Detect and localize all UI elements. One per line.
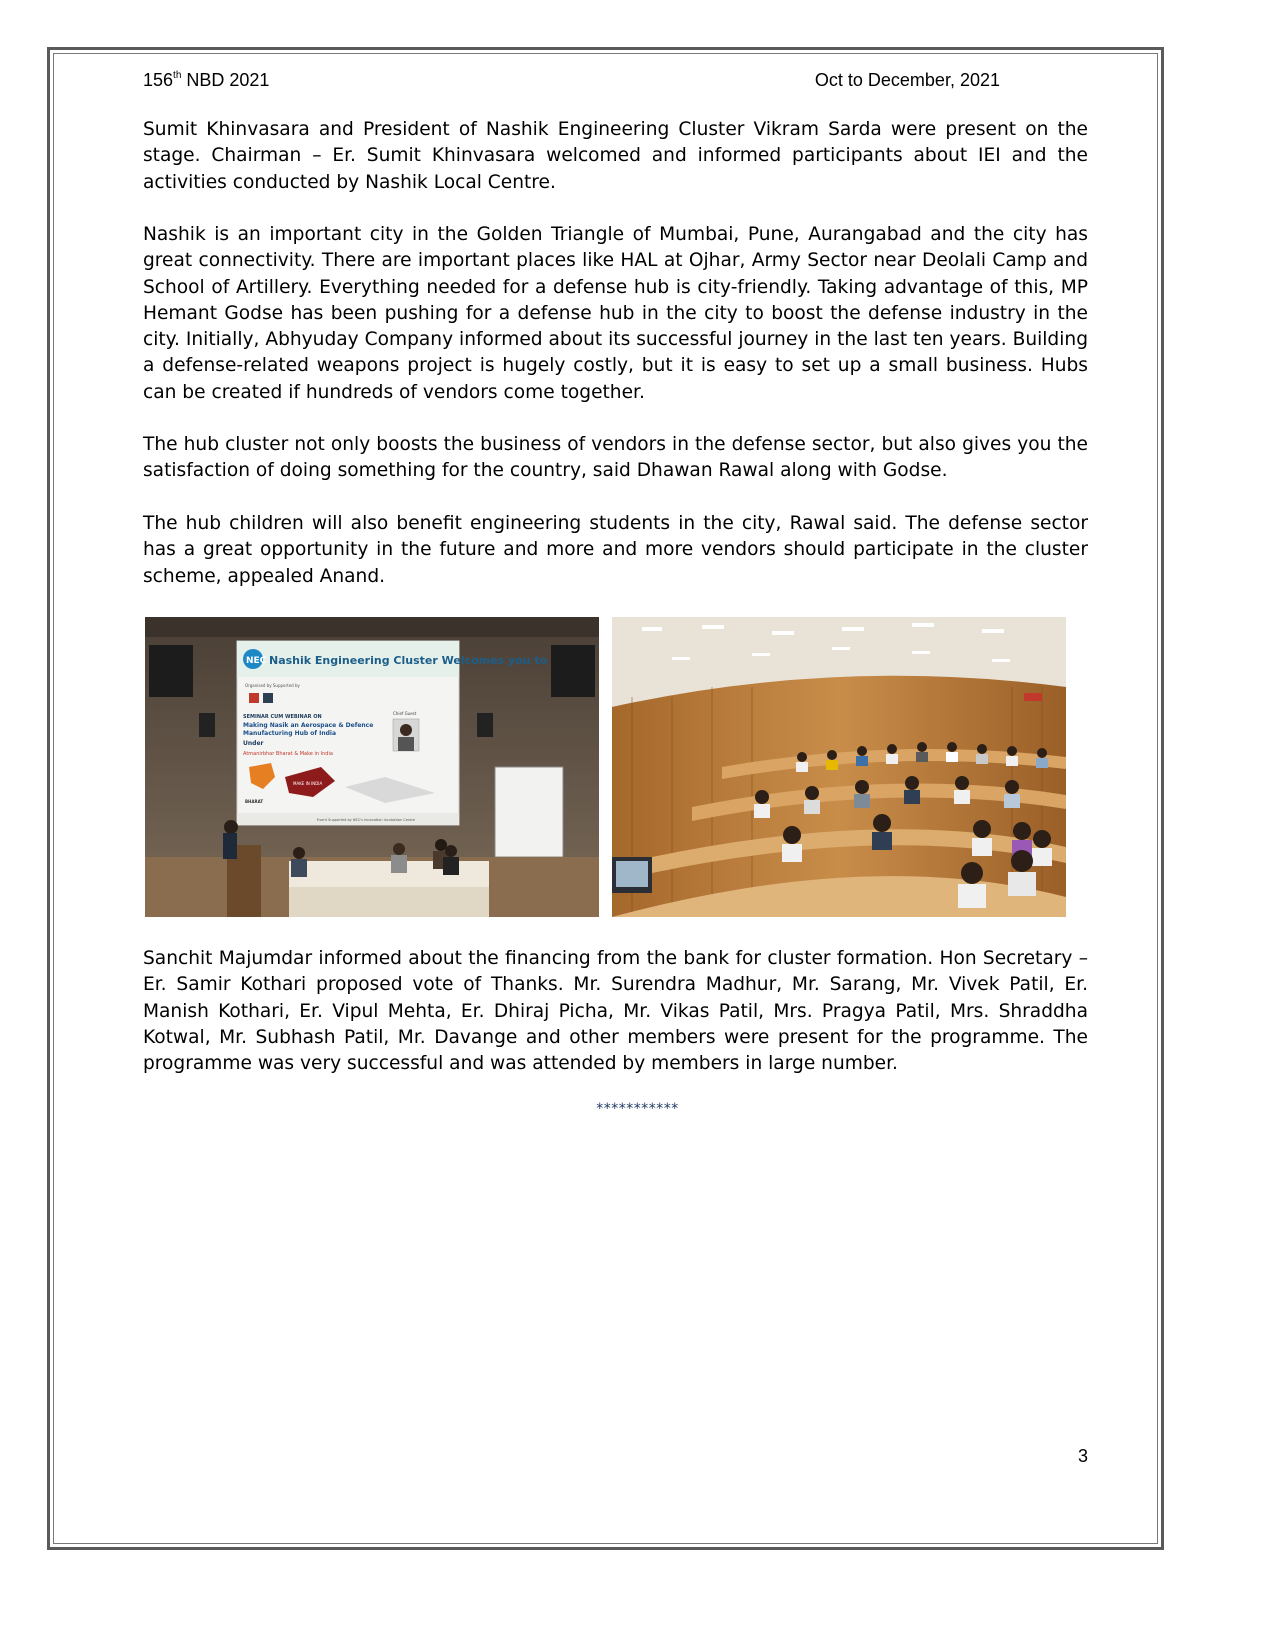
photo-audience-drawing [612, 617, 1066, 917]
header-period: Oct to December, 2021 [814, 70, 1000, 90]
photo-audience [612, 617, 1066, 917]
slide-seminar-label: SEMINAR CUM WEBINAR ON [243, 714, 322, 720]
slide-make-in-india: MAKE IN INDIA [293, 781, 323, 786]
slide-logo-text: NEC [246, 656, 267, 666]
paragraph-students: The hub children will also benefit engineering students in the city, Rawal said. The defense sector has a great opportunity in the future and more and more vendors should participate in the cluster scheme, appealed Anand. [143, 513, 1088, 587]
slide-under: Under [243, 740, 264, 747]
edition-number: 156 [143, 70, 174, 90]
slide-scheme: Atmanirbhar Bharat & Make in India [243, 751, 333, 757]
photo-seminar-stage-drawing [145, 617, 599, 917]
header-edition [143, 70, 269, 91]
slide-seminar-title-1: Making Nasik an Aerospace & Defence [243, 722, 374, 729]
edition-label: NBD 2021 [181, 70, 270, 90]
page-number: 3 [1077, 1446, 1088, 1466]
slide-organised-by: Organised by Supported by [245, 683, 300, 688]
photo-seminar-stage [145, 617, 599, 917]
paragraph-intro: Sumit Khinvasara and President of Nashik Engineering Cluster Vikram Sarda were present on the stage. Chairman – Er. Sumit Khinvasara welcomed and informed participants about IEI and the activities conducted by Nashik Local Centre. [143, 119, 1088, 193]
slide-footer: Event Supported by NEC's Innovation Incubation Centre [317, 818, 415, 822]
slide-title: Nashik Engineering Cluster Welcomes you to [269, 654, 548, 667]
page-header [143, 70, 1000, 96]
section-separator: *********** [596, 1101, 679, 1117]
slide-bharat: BHARAT [245, 799, 264, 804]
edition-suffix: th [173, 70, 182, 81]
paragraph-nashik-hub: Nashik is an important city in the Golden Triangle of Mumbai, Pune, Aurangabad and the city has great connectivity. There are important places like HAL at Ojhar, Army Sector near Deolali Camp and School of Artillery. Everything needed for a defense hub is city-friendly. Taking advantage of this, MP Hemant Godse has been pushing for a defense hub in the city to boost the defense industry in the city. Initially, Abhyuday Company informed about its successful journey in the last ten years. Building a defense-related weapons project is hugely costly, but it is easy to set up a small business. Hubs can be created if hundreds of vendors come together. [143, 224, 1088, 403]
slide-seminar-title-2: Manufacturing Hub of India [243, 730, 336, 737]
paragraph-hub-cluster: The hub cluster not only boosts the business of vendors in the defense sector, but also gives you the satisfaction of doing something for the country, said Dhawan Rawal along with Godse. [143, 434, 1088, 482]
paragraph-closing: Sanchit Majumdar informed about the financing from the bank for cluster formation. Hon Secretary – Er. Samir Kothari proposed vote of Thanks. Mr. Surendra Madhur, Mr. Sarang, Mr. Vivek Patil, Er. Manish Kothari, Er. Vipul Mehta, Er. Dhiraj Picha, Mr. Vikas Patil, Mrs. Pragya Patil, Mrs. Shraddha Kotwal, Mr. Subhash Patil, Mr. Davange and other members were present for the programme. The programme was very successful and was attended by members in large number. [143, 948, 1088, 1075]
slide-chief-guest: Chief Guest [393, 711, 417, 716]
